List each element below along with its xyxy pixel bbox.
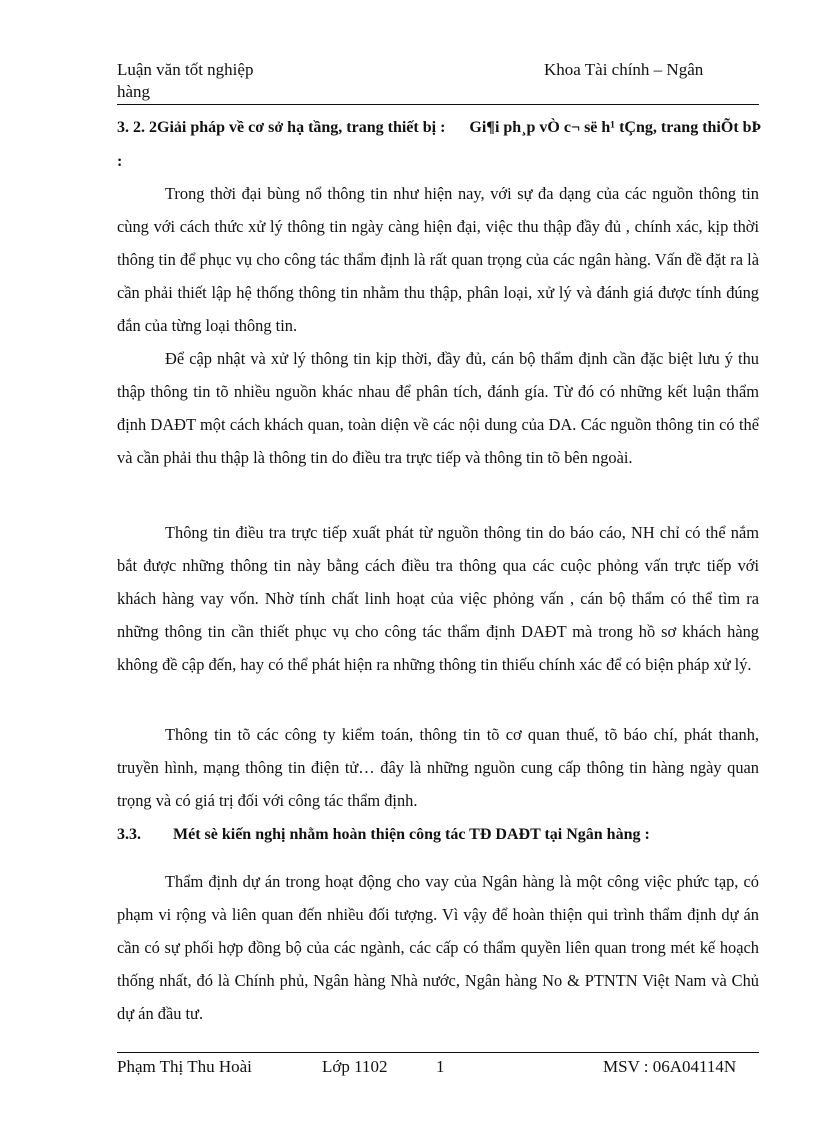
footer-author-name: Phạm Thị Thu Hoài <box>117 1057 252 1076</box>
header-left <box>117 59 253 103</box>
section-heading-3-3 <box>117 823 650 847</box>
paragraph-4: Thông tin tõ các công ty kiểm toán, thông tin tõ cơ quan thuế, tõ báo chí, phát thanh, truyền hình, mạng thông tin điện tử… đây là những nguồn cung cấp thông tin hàng ngày quan trọng và có giá trị đối với công tác thẩm định. <box>117 725 759 810</box>
footer-divider <box>117 1052 759 1053</box>
section-heading-3-2-2 <box>117 111 762 179</box>
section-heading-text: Mét sè kiến nghị nhằm hoàn thiện công tác TĐ DAĐT tại Ngân hàng : <box>173 826 650 843</box>
section-heading-garbled-text: Gi¶i ph¸p vÒ c¬ së h¹ tÇng, trang thiÕt bÞ : <box>117 119 762 170</box>
paragraph-1: Trong thời đại bùng nổ thông tin như hiện nay, với sự đa dạng của các nguồn thông tin cùng với cách thức xử lý thông tin ngày càng hiện đại, việc thu thập đầy đủ , chính xác, kịp thời thông tin để phục vụ cho công tác thẩm định là rất quan trọng của các ngân hàng. Vấn đề đặt ra là cần phải thiết lập hệ thống thông tin nhằm thu thập, phân loại, xử lý và đánh giá được tính đúng đắn của từng loại thông tin. <box>117 184 759 335</box>
paragraph-3: Thông tin điều tra trực tiếp xuất phát từ nguồn thông tin do báo cáo, NH chỉ có thể nắm bắt được những thông tin này bằng cách điều tra thông qua các cuộc phỏng vấn trực tiếp với khách hàng vay vốn. Nhờ tính chất linh hoạt của việc phỏng vấn , cán bộ thẩm có thể tìm ra những thông tin cần thiết phục vụ cho công tác thẩm định DAĐT mà trong hồ sơ khách hàng không đề cập đến, hay có thể phát hiện ra những thông tin thiếu chính xác để có biện pháp xử lý. <box>117 523 759 674</box>
section-number: 3.3. <box>117 826 141 843</box>
footer-page-number: 1 <box>436 1057 445 1076</box>
footer-student-id: MSV : 06A04114N <box>603 1057 737 1076</box>
header-thesis-title-wrap: hàng <box>117 82 151 101</box>
section-heading-text: 3. 2. 2Giải pháp về cơ sở hạ tầng, trang thiết bị : <box>117 119 446 136</box>
header-thesis-title: Luận văn tốt nghiệp <box>117 60 254 79</box>
paragraph-5: Thẩm định dự án trong hoạt động cho vay của Ngân hàng là một công việc phức tạp, có phạm vi rộng và liên quan đến nhiều đối tượng. Vì vậy để hoàn thiện qui trình thẩm định dự án cần có sự phối hợp đồng bộ của các ngành, các cấp có thẩm quyền liên quan trong mét kế hoạch thống nhất, đó là Chính phủ, Ngân hàng Nhà nước, Ngân hàng No & PTNTN Việt Nam và Chủ dự án đầu tư. <box>117 872 759 1023</box>
footer-class: Lớp 1102 <box>322 1057 388 1076</box>
header-faculty: Khoa Tài chính – Ngân <box>544 60 704 79</box>
paragraph-2: Để cập nhật và xử lý thông tin kịp thời, đầy đủ, cán bộ thẩm định cần đặc biệt lưu ý thu thập thông tin tõ nhiều nguồn khác nhau để phân tích, đánh gía. Từ đó có những kết luận thẩm định DAĐT một cách khách quan, toàn diện về các nội dung của DA. Các nguồn thông tin có thể và cần phải thu thập là thông tin do điều tra trực tiếp và thông tin tõ bên ngoài. <box>117 349 759 467</box>
header-divider <box>117 104 759 105</box>
